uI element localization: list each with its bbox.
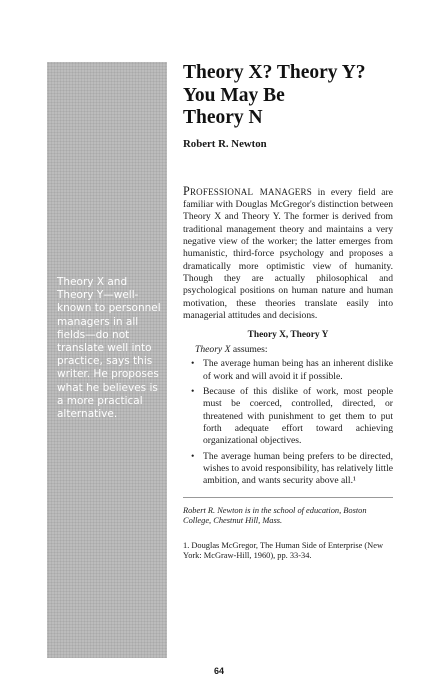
title-line: Theory N xyxy=(183,107,263,128)
title-line: Theory X? Theory Y? xyxy=(183,62,366,83)
article xyxy=(183,62,393,561)
assumption-list xyxy=(183,358,393,487)
bullet-icon: • xyxy=(191,450,195,462)
section-heading: Theory X, Theory Y xyxy=(247,330,329,341)
page-number: 64 xyxy=(213,666,224,676)
intro-paragraph xyxy=(183,185,393,323)
pull-quote: Theory X and Theory Y—well-known to personnel managers in all fields—do not translate well into practice, says this writer. He proposes what he believes is a more practical alternative. xyxy=(57,276,161,421)
assumes-text: assumes: xyxy=(230,344,268,356)
author-bio: Robert R. Newton is in the school of education, Boston College, Chestnut Hill, Mass. xyxy=(183,505,367,526)
bullet-icon: • xyxy=(191,385,195,397)
footnote-divider xyxy=(183,497,393,498)
intro-text: in every field are familiar with Douglas McGregor's distinction between Theory X and Theory Y. The former is derived from traditional management theory and maintains a very negative view of the worker; the latter emerges from humanistic, third-force psychology and proposes a dramatically more optimistic view of humanity. Though they are actually philosophical and psychological positions on human nature and human motivation, these theories translate easily into managerial attitudes and decisions. xyxy=(183,186,393,321)
list-item xyxy=(183,451,393,488)
lead-in: Professional managers xyxy=(183,183,312,198)
list-item xyxy=(183,358,393,383)
list-item-text: Because of this dislike of work, most people must be coerced, controlled, directed, or threatened with punishment to get them to put forth adequate effort toward achieving organizational objectives. xyxy=(203,385,393,447)
assumes-term: Theory X xyxy=(195,344,231,356)
author-byline: Robert R. Newton xyxy=(183,137,267,150)
article-title xyxy=(183,62,393,130)
list-item xyxy=(183,386,393,448)
bullet-icon: • xyxy=(191,358,195,370)
footnote: 1. Douglas McGregor, The Human Side of Enterprise (New York: McGraw-Hill, 1960), pp. 33-34. xyxy=(183,540,383,560)
assumes-line xyxy=(195,344,393,356)
title-line: You May Be xyxy=(183,84,285,106)
list-item-text: The average human being has an inherent dislike of work and will avoid it if possible. xyxy=(203,358,393,382)
list-item-text: The average human being prefers to be directed, wishes to avoid responsibility, has relatively little ambition, and wants security above all.¹ xyxy=(203,450,393,487)
